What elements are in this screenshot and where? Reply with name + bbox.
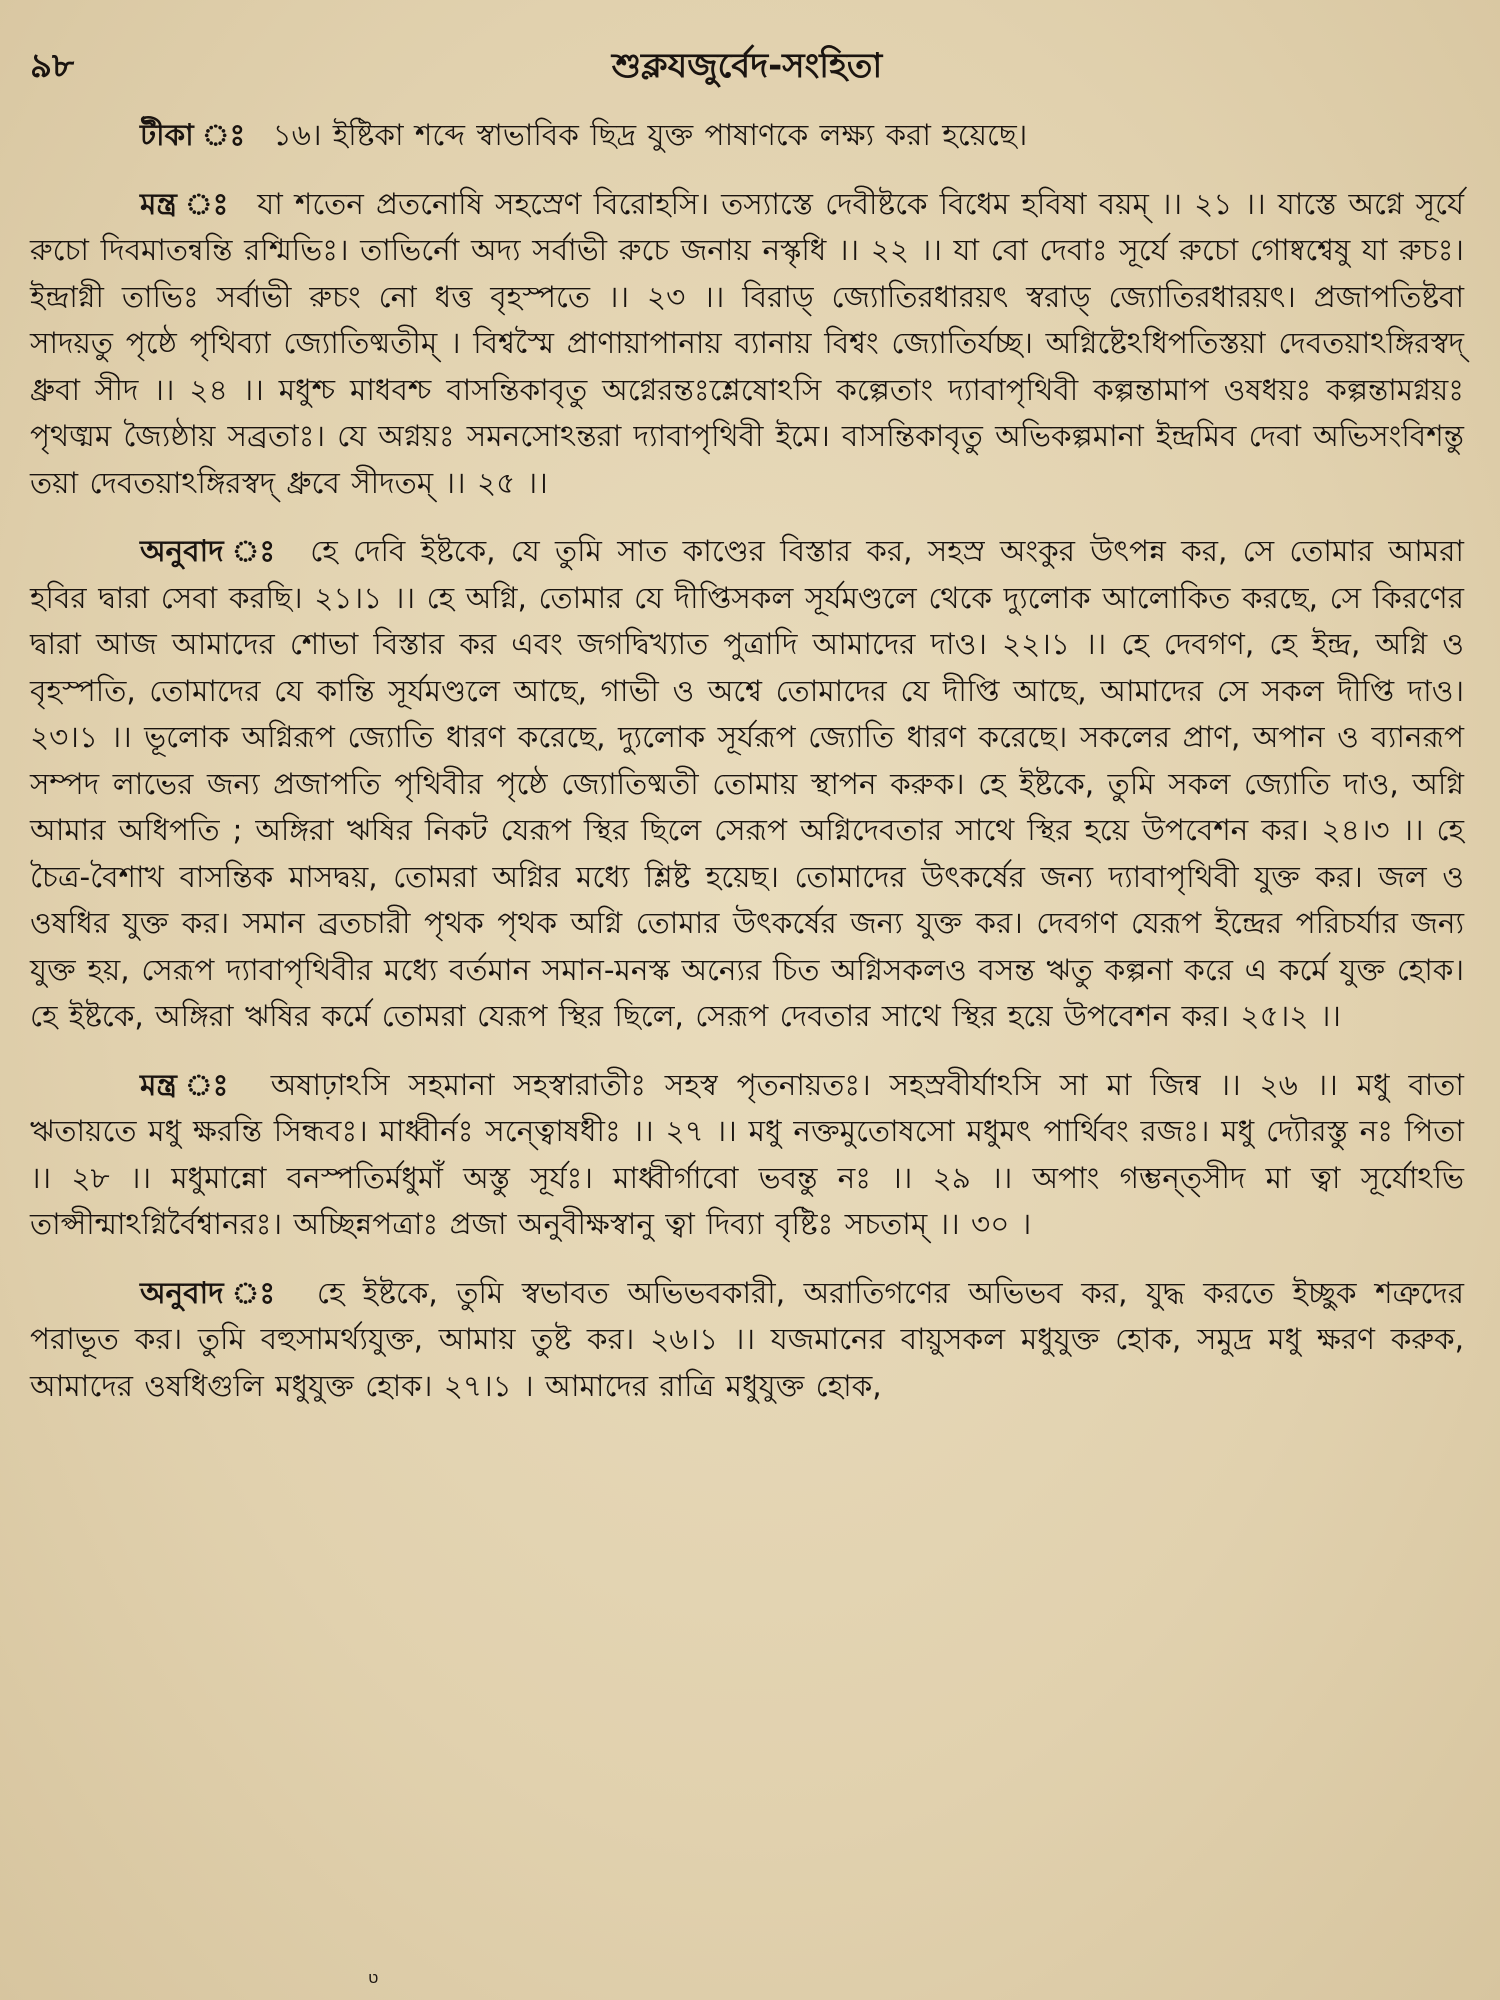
paragraph-label: টীকা ঃ xyxy=(140,118,248,152)
translation-paragraph xyxy=(30,528,1464,1040)
paragraph-text: যা শতেন প্রতনোষি সহস্রেণ বিরোহসি। তস্যাস্তে দেবীষ্টকে বিধেম হবিষা বয়ম্ ।। ২১ ।। যাস্তে অগ্নে সূর্যে রুচো দিবমাতন্বন্তি রশ্মিভিঃ। তাভির্নো অদ্য সর্বাভী রুচে জনায় নস্কৃধি ।। ২২ ।। যা বো দেবাঃ সূর্যে রুচো গোষ্বশ্বেষু যা রুচঃ। ইন্দ্রাগ্নী তাভিঃ সর্বাভী রুচং নো ধত্ত বৃহস্পতে ।। ২৩ ।। বিরাড্ জ্যোতিরধারয়ৎ স্বরাড্ জ্যোতিরধারয়ৎ। প্রজাপতিষ্টবা সাদয়তু পৃষ্ঠে পৃথিব্যা জ্যোতিষ্মতীম্ । বিশ্বস্মৈ প্রাণায়াপানায় ব্যানায় বিশ্বং জ্যোতির্যচ্ছ। অগ্নিষ্টেঽধিপতিস্তয়া দেবতয়াঽঙ্গিরস্বদ্ ধ্রুবা সীদ ।। ২৪ ।। মধুশ্চ মাধবশ্চ বাসন্তিকাবৃতু অগ্নেরন্তঃশ্লেষোঽসি কল্পেতাং দ্যাবাপৃথিবী কল্পন্তামাপ ওষধয়ঃ কল্পন্তামগ্নয়ঃ পৃথঙ্মম জ্যৈষ্ঠায় সব্রতাঃ। যে অগ্নয়ঃ সমনসোঽন্তরা দ্যাবাপৃথিবী ইমে। বাসন্তিকাবৃতু অভিকল্পমানা ইন্দ্রমিব দেবা অভিসংবিশন্তু তয়া দেবতয়াঽঙ্গিরস্বদ্ ধ্রুবে সীদতম্ ।। ২৫ ।। xyxy=(30,186,1464,500)
bottom-mark: ט xyxy=(368,1968,379,1987)
mantra-paragraph xyxy=(30,1062,1464,1248)
paragraph-text: ১৬। ইষ্টিকা শব্দে স্বাভাবিক ছিদ্র যুক্ত পাষাণকে লক্ষ্য করা হয়েছে। xyxy=(272,118,1028,152)
paragraph-text: অষাঢ়াঽসি সহমানা সহস্বারাতীঃ সহস্ব পৃতনায়তঃ। সহস্রবীর্যাঽসি সা মা জিন্ব ।। ২৬ ।। মধু বাতা ঋতায়তে মধু ক্ষরন্তি সিন্ধবঃ। মাধ্বীর্নঃ সন্ত্বোষধীঃ ।। ২৭ ।। মধু নক্তমুতোষসো মধুমৎ পার্থিবং রজঃ। মধু দ্যৌরস্তু নঃ পিতা ।। ২৮ ।। মধুমান্নো বনস্পতির্মধুমাঁ অস্তু সূর্যঃ। মাধ্বীর্গাবো ভবন্তু নঃ ।। ২৯ ।। অপাং গম্ভন্ত্সীদ মা ত্বা সূর্যোঽভি তাপ্সীন্মাঽগ্নির্বৈশ্বানরঃ। অচ্ছিন্নপত্রাঃ প্রজা অনুবীক্ষস্বানু ত্বা দিব্যা বৃষ্টিঃ সচতাম্ ।। ৩০ । xyxy=(30,1067,1464,1241)
commentary-paragraph xyxy=(30,112,1464,159)
page-header xyxy=(30,32,1464,102)
mantra-paragraph xyxy=(30,181,1464,507)
paragraph-label: মন্ত্র ঃ xyxy=(140,1067,238,1102)
paragraph-label: অনুবাদ ঃ xyxy=(140,1275,285,1310)
translation-paragraph xyxy=(30,1270,1464,1410)
paragraph-label: অনুবাদ ঃ xyxy=(140,534,282,568)
paragraph-label: মন্ত্র ঃ xyxy=(140,186,232,221)
body-text xyxy=(30,112,1464,1409)
running-title: শুক্লযজুর্বেদ-সংহিতা xyxy=(611,46,883,86)
page-number: ৯৮ xyxy=(30,46,75,86)
paragraph-text: হে ইষ্টকে, তুমি স্বভাবত অভিভবকারী, অরাতিগণের অভিভব কর, যুদ্ধ করতে ইচ্ছুক শত্রুদের পরাভূত কর। তুমি বহুসামর্থ্যযুক্ত, আমায় তুষ্ট কর। ২৬।১ ।। যজমানের বায়ুসকল মধুযুক্ত হোক, সমুদ্র মধু ক্ষরণ করুক, আমাদের ওষধিগুলি মধুযুক্ত হোক। ২৭।১ । আমাদের রাত্রি মধুযুক্ত হোক, xyxy=(30,1275,1464,1403)
paragraph-text: হে দেবি ইষ্টকে, যে তুমি সাত কাণ্ডের বিস্তার কর, সহস্র অংকুর উৎপন্ন কর, সে তোমার আমরা হবির দ্বারা সেবা করছি। ২১।১ ।। হে অগ্নি, তোমার যে দীপ্তিসকল সূর্যমণ্ডলে থেকে দ্যুলোক আলোকিত করছে, সে কিরণের দ্বারা আজ আমাদের শোভা বিস্তার কর এবং জগদ্বিখ্যাত পুত্রাদি আমাদের দাও। ২২।১ ।। হে দেবগণ, হে ইন্দ্র, অগ্নি ও বৃহস্পতি, তোমাদের যে কান্তি সূর্যমণ্ডলে আছে, গাভী ও অশ্বে তোমাদের যে দীপ্তি আছে, আমাদের সে সকল দীপ্তি দাও। ২৩।১ ।। ভূলোক অগ্নিরূপ জ্যোতি ধারণ করেছে, দ্যুলোক সূর্যরূপ জ্যোতি ধারণ করেছে। সকলের প্রাণ, অপান ও ব্যানরূপ সম্পদ লাভের জন্য প্রজাপতি পৃথিবীর পৃষ্ঠে জ্যোতিষ্মতী তোমায় স্থাপন করুক। হে ইষ্টকে, তুমি সকল জ্যোতি দাও, অগ্নি আমার অধিপতি ; অঙ্গিরা ঋষির নিকট যেরূপ স্থির ছিলে সেরূপ অগ্নিদেবতার সাথে স্থির হয়ে উপবেশন কর। ২৪।৩ ।। হে চৈত্র-বৈশাখ বাসন্তিক মাসদ্বয়, তোমরা অগ্নির মধ্যে শ্লিষ্ট হয়েছ। তোমাদের উৎকর্ষের জন্য দ্যাবাপৃথিবী যুক্ত কর। জল ও ওষধির যুক্ত কর। সমান ব্রতচারী পৃথক পৃথক অগ্নি তোমার উৎকর্ষের জন্য যুক্ত কর। দেবগণ যেরূপ ইন্দ্রের পরিচর্যার জন্য যুক্ত হয়, সেরূপ দ্যাবাপৃথিবীর মধ্যে বর্তমান সমান-মনস্ক অন্যের চিত অগ্নিসকলও বসন্ত ঋতু কল্পনা করে এ কর্মে যুক্ত হোক। হে ইষ্টকে, অঙ্গিরা ঋষির কর্মে তোমরা যেরূপ স্থির ছিলে, সেরূপ দেবতার সাথে স্থির হয়ে উপবেশন কর। ২৫।২ ।। xyxy=(30,534,1464,1033)
